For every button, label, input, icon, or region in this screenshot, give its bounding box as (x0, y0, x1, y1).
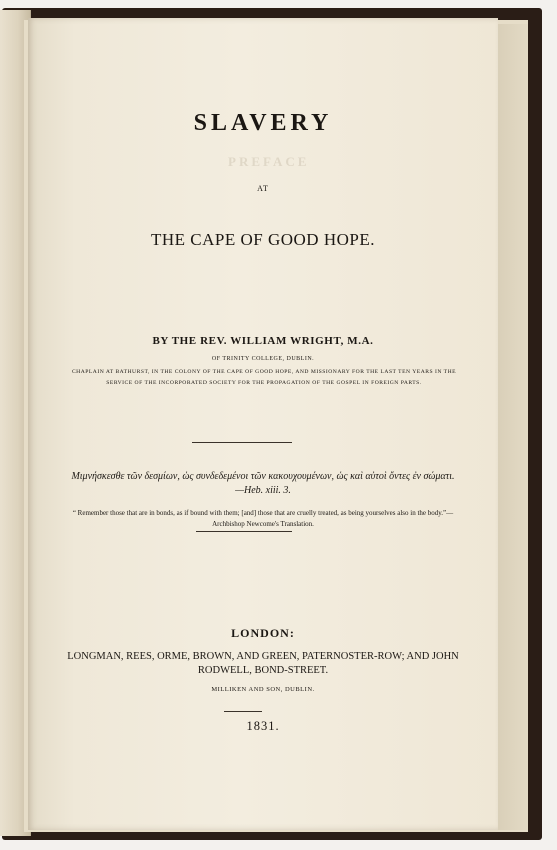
title-connector: AT (257, 184, 269, 193)
author-description: CHAPLAIN AT BATHURST, IN THE COLONY OF THE CAPE OF GOOD HOPE, AND MISSIONARY FOR THE LAST TEN YEARS IN THE SERVICE OF THE INCORPORATED SOCIETY FOR THE PROPAGATION OF THE GOSPEL IN FOREIGN PARTS. (71, 369, 457, 386)
bleed-through-text: PREFACE (228, 154, 310, 169)
publication-year: 1831. (246, 719, 280, 733)
book-subtitle: THE CAPE OF GOOD HOPE. (151, 230, 375, 249)
epigraph-greek: Μιμνήσκεσθε τῶν δεσμίων, ὡς συνδεδεμένοι τῶν κακουχουμένων, ὡς καὶ αὐτοὶ ὄντες ἐν σώματι.—Heb. xiii. 3. (71, 471, 455, 496)
epigraph-translation: “ Remember those that are in bonds, as if bound with them; [and] those that are cruelly treated, as being yourselves also in the body.”—Archbishop Newcome's Translation. (72, 509, 454, 528)
divider-year (224, 711, 262, 712)
divider-top (192, 442, 292, 443)
author-line: BY THE REV. WILLIAM WRIGHT, M.A. (152, 335, 374, 347)
imprint-city: LONDON: (231, 626, 295, 640)
book-title: SLAVERY (193, 110, 333, 136)
imprint-dublin: MILLIKEN AND SON, DUBLIN. (211, 686, 315, 693)
author-college: OF TRINITY COLLEGE, DUBLIN. (211, 356, 315, 362)
page-edge (494, 24, 528, 830)
title-page (28, 18, 498, 830)
divider-bottom (196, 531, 292, 532)
imprint-publishers: LONGMAN, REES, ORME, BROWN, AND GREEN, PATERNOSTER-ROW; AND JOHN RODWELL, BOND-STREET. (67, 651, 459, 676)
